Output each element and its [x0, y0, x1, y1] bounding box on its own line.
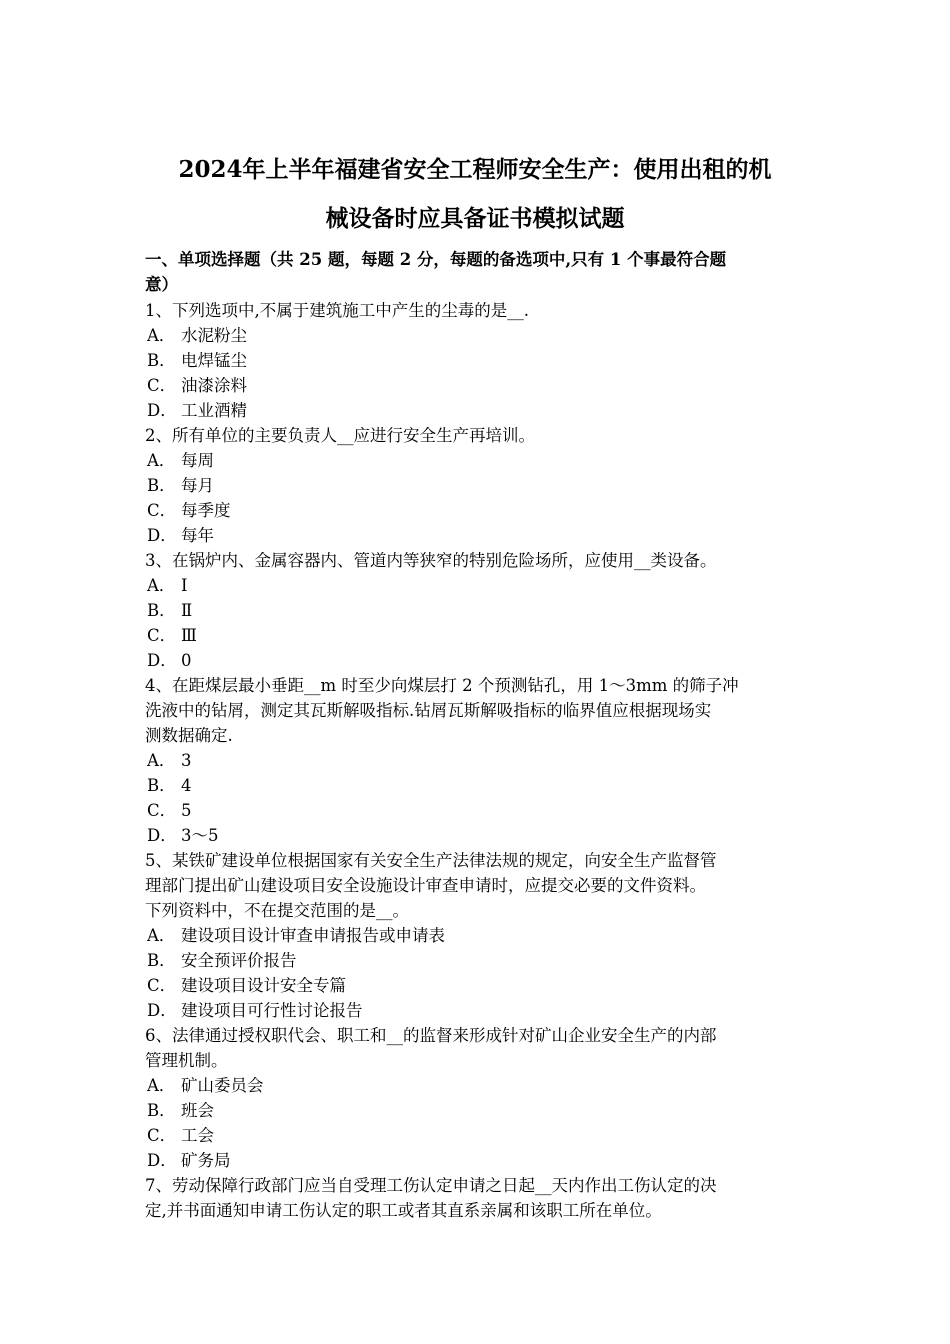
option-text: 矿务局 — [181, 1151, 231, 1170]
option-letter: D． — [147, 401, 177, 420]
question-item — [145, 673, 813, 848]
question-text-line: 测数据确定. — [145, 726, 233, 745]
question-text-line: 6、法律通过授权职代会、职工和__的监督来形成针对矿山企业安全生产的内部 — [145, 1026, 717, 1045]
option-letter: B． — [147, 1101, 176, 1120]
option-letter: D． — [147, 1151, 177, 1170]
answer-option — [145, 648, 813, 673]
option-letter: A． — [147, 451, 176, 470]
answer-option — [145, 948, 813, 973]
question-text-line: 3、在锅炉内、金属容器内、管道内等狭窄的特别危险场所，应使用__类设备。 — [145, 551, 717, 570]
option-letter: D． — [147, 826, 177, 845]
section-heading — [145, 248, 813, 298]
option-letter: C． — [147, 501, 177, 520]
option-text: 每月 — [181, 476, 214, 495]
answer-option — [145, 398, 813, 423]
question-text-line: 4、在距煤层最小垂距__m 时至少向煤层打 2 个预测钻孔，用 1～3mm 的筛子冲 — [145, 676, 739, 695]
question-text-line: 洗液中的钻屑，测定其瓦斯解吸指标.钻屑瓦斯解吸指标的临界值应根据现场实 — [145, 701, 712, 720]
option-text: 建设项目设计安全专篇 — [181, 976, 346, 995]
option-letter: D． — [147, 651, 177, 670]
option-text: 水泥粉尘 — [181, 326, 247, 345]
answer-option — [145, 748, 813, 773]
option-text: 每季度 — [181, 501, 231, 520]
answer-option — [145, 573, 813, 598]
option-letter: C． — [147, 376, 177, 395]
answer-option — [145, 373, 813, 398]
question-text-line: 2、所有单位的主要负责人__应进行安全生产再培训。 — [145, 426, 535, 445]
answer-option — [145, 998, 813, 1023]
option-text: 5 — [181, 801, 192, 820]
answer-option — [145, 523, 813, 548]
option-letter: B． — [147, 476, 176, 495]
section-heading-line-1: 一、单项选择题（共 25 题，每题 2 分，每题的备选项中,只有 1 个事最符合题 — [145, 250, 727, 269]
answer-option — [145, 323, 813, 348]
option-text: 矿山委员会 — [181, 1076, 264, 1095]
option-letter: C． — [147, 1126, 177, 1145]
option-letter: B． — [147, 776, 176, 795]
answer-option — [145, 473, 813, 498]
question-list — [145, 298, 813, 1223]
answer-option — [145, 498, 813, 523]
option-letter: B． — [147, 601, 176, 620]
answer-option — [145, 773, 813, 798]
option-letter: C． — [147, 626, 177, 645]
option-letter: A． — [147, 751, 176, 770]
answer-option — [145, 1073, 813, 1098]
option-text: 建设项目设计审查申请报告或申请表 — [181, 926, 445, 945]
option-text: 油漆涂料 — [181, 376, 247, 395]
question-item — [145, 1023, 813, 1173]
answer-option — [145, 798, 813, 823]
option-text: Ⅱ — [181, 601, 193, 620]
option-letter: C． — [147, 976, 177, 995]
section-heading-line-2: 意） — [145, 275, 178, 294]
question-item — [145, 298, 813, 423]
question-item — [145, 1173, 813, 1223]
option-text: Ⅲ — [181, 626, 197, 645]
question-text-line: 管理机制。 — [145, 1051, 228, 1070]
option-text: 工会 — [181, 1126, 214, 1145]
question-item — [145, 548, 813, 673]
option-letter: A． — [147, 926, 176, 945]
option-text: 安全预评价报告 — [181, 951, 297, 970]
option-letter: B． — [147, 351, 176, 370]
question-text-line: 理部门提出矿山建设项目安全设施设计审查申请时，应提交必要的文件资料。 — [145, 876, 706, 895]
option-letter: A． — [147, 326, 176, 345]
option-text: 4 — [181, 776, 192, 795]
answer-option — [145, 1098, 813, 1123]
answer-option — [145, 1123, 813, 1148]
option-text: 工业酒精 — [181, 401, 247, 420]
option-text: 0 — [181, 651, 192, 670]
question-item — [145, 423, 813, 548]
answer-option — [145, 348, 813, 373]
option-text: 电焊锰尘 — [181, 351, 247, 370]
answer-option — [145, 973, 813, 998]
option-text: 每周 — [181, 451, 214, 470]
question-text-line: 1、下列选项中,不属于建筑施工中产生的尘毒的是__. — [145, 301, 529, 320]
answer-option — [145, 823, 813, 848]
question-text-line: 定,并书面通知申请工伤认定的职工或者其直系亲属和该职工所在单位。 — [145, 1201, 662, 1220]
question-text-line: 下列资料中，不在提交范围的是__。 — [145, 901, 409, 920]
option-letter: D． — [147, 526, 177, 545]
option-text: 班会 — [181, 1101, 214, 1120]
option-letter: A． — [147, 1076, 176, 1095]
question-text-line: 5、某铁矿建设单位根据国家有关安全生产法律法规的规定，向安全生产监督管 — [145, 851, 717, 870]
option-letter: D． — [147, 1001, 177, 1020]
option-text: 3～5 — [181, 826, 219, 845]
answer-option — [145, 923, 813, 948]
option-letter: A． — [147, 576, 176, 595]
document-title-line-2: 械设备时应具备证书模拟试题 — [325, 205, 625, 232]
option-letter: B． — [147, 951, 176, 970]
option-text: 3 — [181, 751, 192, 770]
question-item — [145, 848, 813, 1023]
answer-option — [145, 623, 813, 648]
option-text: 建设项目可行性讨论报告 — [181, 1001, 363, 1020]
document-title-line-1: 2024年上半年福建省安全工程师安全生产：使用出租的机 — [178, 156, 772, 183]
option-letter: C． — [147, 801, 177, 820]
document-body — [145, 248, 813, 1223]
answer-option — [145, 598, 813, 623]
answer-option — [145, 448, 813, 473]
answer-option — [145, 1148, 813, 1173]
option-text: Ⅰ — [181, 576, 188, 595]
question-text-line: 7、劳动保障行政部门应当自受理工伤认定申请之日起__天内作出工伤认定的决 — [145, 1176, 717, 1195]
option-text: 每年 — [181, 526, 214, 545]
